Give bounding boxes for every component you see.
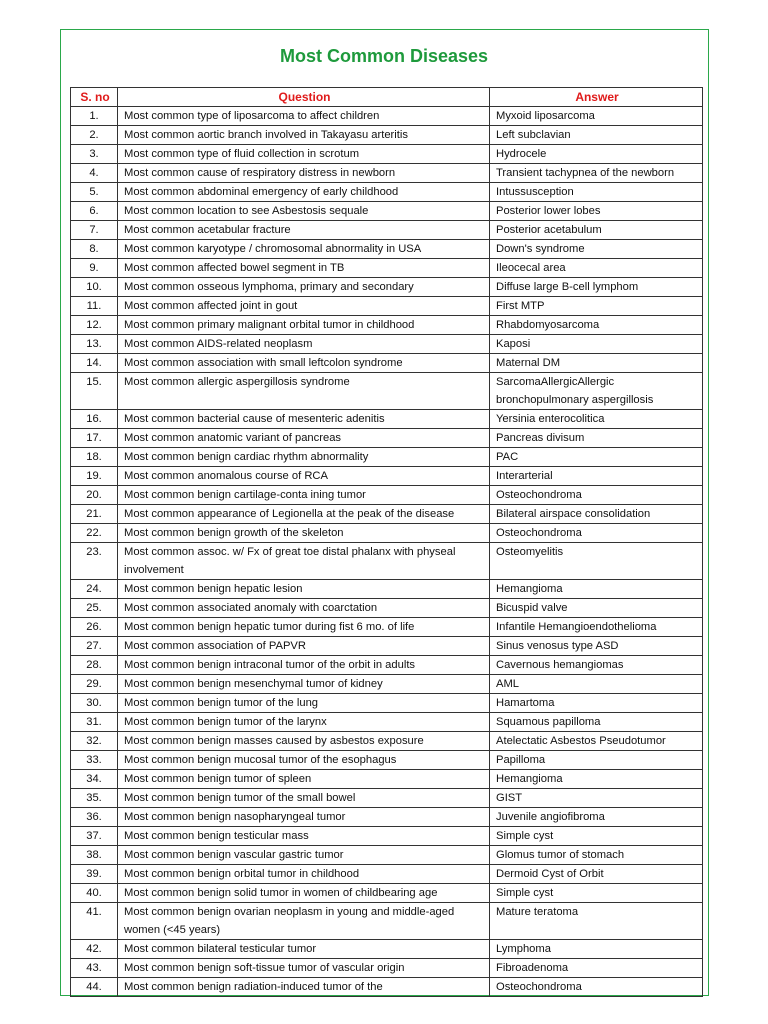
table-row xyxy=(71,599,703,618)
table-row xyxy=(71,694,703,713)
row-answer: Lymphoma xyxy=(490,940,703,959)
table-row xyxy=(71,580,703,599)
row-answer: Hydrocele xyxy=(490,145,703,164)
row-answer: PAC xyxy=(490,448,703,467)
row-question: Most common benign radiation-induced tumor of the xyxy=(118,978,490,997)
row-answer: AML xyxy=(490,675,703,694)
row-question: Most common karyotype / chromosomal abnormality in USA xyxy=(118,240,490,259)
table-row xyxy=(71,467,703,486)
row-number: 13. xyxy=(71,335,118,354)
row-answer: Pancreas divisum xyxy=(490,429,703,448)
row-answer: Myxoid liposarcoma xyxy=(490,107,703,126)
row-question: Most common benign tumor of the small bowel xyxy=(118,789,490,808)
table-row xyxy=(71,846,703,865)
table-row xyxy=(71,675,703,694)
row-answer: Yersinia enterocolitica xyxy=(490,410,703,429)
row-number: 35. xyxy=(71,789,118,808)
row-number: 14. xyxy=(71,354,118,373)
table-row xyxy=(71,978,703,997)
row-answer: Hamartoma xyxy=(490,694,703,713)
row-number: 33. xyxy=(71,751,118,770)
row-number: 3. xyxy=(71,145,118,164)
row-answer: Simple cyst xyxy=(490,827,703,846)
row-number: 34. xyxy=(71,770,118,789)
table-row xyxy=(71,183,703,202)
row-number: 41. xyxy=(71,903,118,940)
row-question: Most common benign testicular mass xyxy=(118,827,490,846)
row-answer: Mature teratoma xyxy=(490,903,703,940)
row-question: Most common affected bowel segment in TB xyxy=(118,259,490,278)
row-answer: Bicuspid valve xyxy=(490,599,703,618)
table-row xyxy=(71,903,703,940)
row-question: Most common benign solid tumor in women of childbearing age xyxy=(118,884,490,903)
table-row xyxy=(71,240,703,259)
row-question: Most common allergic aspergillosis syndrome xyxy=(118,373,490,410)
table-row xyxy=(71,278,703,297)
row-question: Most common bacterial cause of mesenteric adenitis xyxy=(118,410,490,429)
row-answer: Posterior lower lobes xyxy=(490,202,703,221)
row-answer: SarcomaAllergicAllergic bronchopulmonary aspergillosis xyxy=(490,373,703,410)
row-question: Most common anatomic variant of pancreas xyxy=(118,429,490,448)
row-number: 37. xyxy=(71,827,118,846)
table-row xyxy=(71,259,703,278)
row-number: 36. xyxy=(71,808,118,827)
row-number: 30. xyxy=(71,694,118,713)
table-row xyxy=(71,808,703,827)
row-number: 10. xyxy=(71,278,118,297)
row-question: Most common osseous lymphoma, primary and secondary xyxy=(118,278,490,297)
table-row xyxy=(71,335,703,354)
row-number: 40. xyxy=(71,884,118,903)
row-answer: Transient tachypnea of the newborn xyxy=(490,164,703,183)
row-answer: Simple cyst xyxy=(490,884,703,903)
row-question: Most common benign tumor of the larynx xyxy=(118,713,490,732)
row-number: 20. xyxy=(71,486,118,505)
row-question: Most common benign intraconal tumor of the orbit in adults xyxy=(118,656,490,675)
row-number: 32. xyxy=(71,732,118,751)
row-question: Most common type of fluid collection in scrotum xyxy=(118,145,490,164)
document-title: Most Common Diseases xyxy=(279,46,489,66)
table-row xyxy=(71,297,703,316)
table-row xyxy=(71,316,703,335)
row-answer: Osteochondroma xyxy=(490,524,703,543)
table-row xyxy=(71,543,703,580)
row-question: Most common benign orbital tumor in childhood xyxy=(118,865,490,884)
row-number: 44. xyxy=(71,978,118,997)
row-question: Most common type of liposarcoma to affect children xyxy=(118,107,490,126)
row-number: 27. xyxy=(71,637,118,656)
table-row xyxy=(71,164,703,183)
row-answer: Intussusception xyxy=(490,183,703,202)
row-number: 42. xyxy=(71,940,118,959)
row-number: 18. xyxy=(71,448,118,467)
table-row xyxy=(71,410,703,429)
row-question: Most common anomalous course of RCA xyxy=(118,467,490,486)
row-answer: Squamous papilloma xyxy=(490,713,703,732)
row-answer: Infantile Hemangioendothelioma xyxy=(490,618,703,637)
row-question: Most common benign masses caused by asbestos exposure xyxy=(118,732,490,751)
row-answer: Osteochondroma xyxy=(490,486,703,505)
row-number: 17. xyxy=(71,429,118,448)
row-question: Most common benign tumor of spleen xyxy=(118,770,490,789)
table-row xyxy=(71,827,703,846)
table-row xyxy=(71,751,703,770)
table-row xyxy=(71,107,703,126)
table-row xyxy=(71,486,703,505)
row-number: 1. xyxy=(71,107,118,126)
header-answer: Answer xyxy=(490,88,703,107)
row-question: Most common benign ovarian neoplasm in young and middle-aged women (<45 years) xyxy=(118,903,490,940)
table-row xyxy=(71,940,703,959)
row-question: Most common bilateral testicular tumor xyxy=(118,940,490,959)
table-row xyxy=(71,505,703,524)
row-answer: Posterior acetabulum xyxy=(490,221,703,240)
row-number: 25. xyxy=(71,599,118,618)
row-answer: Maternal DM xyxy=(490,354,703,373)
row-number: 29. xyxy=(71,675,118,694)
row-answer: Down's syndrome xyxy=(490,240,703,259)
row-answer: Interarterial xyxy=(490,467,703,486)
row-question: Most common benign soft-tissue tumor of vascular origin xyxy=(118,959,490,978)
row-question: Most common benign nasopharyngeal tumor xyxy=(118,808,490,827)
table-row xyxy=(71,373,703,410)
row-answer: GIST xyxy=(490,789,703,808)
row-number: 22. xyxy=(71,524,118,543)
table-row xyxy=(71,354,703,373)
row-answer: Sinus venosus type ASD xyxy=(490,637,703,656)
row-question: Most common primary malignant orbital tumor in childhood xyxy=(118,316,490,335)
row-question: Most common cause of respiratory distress in newborn xyxy=(118,164,490,183)
row-number: 21. xyxy=(71,505,118,524)
row-answer: Diffuse large B-cell lymphom xyxy=(490,278,703,297)
row-answer: Atelectatic Asbestos Pseudotumor xyxy=(490,732,703,751)
row-answer: Ileocecal area xyxy=(490,259,703,278)
row-answer: Glomus tumor of stomach xyxy=(490,846,703,865)
table-row xyxy=(71,524,703,543)
row-number: 28. xyxy=(71,656,118,675)
row-answer: Bilateral airspace consolidation xyxy=(490,505,703,524)
header-question: Question xyxy=(118,88,490,107)
row-number: 38. xyxy=(71,846,118,865)
row-number: 43. xyxy=(71,959,118,978)
row-question: Most common benign growth of the skeleton xyxy=(118,524,490,543)
table-row xyxy=(71,637,703,656)
row-question: Most common location to see Asbestosis sequale xyxy=(118,202,490,221)
row-answer: Osteomyelitis xyxy=(490,543,703,580)
row-question: Most common AIDS-related neoplasm xyxy=(118,335,490,354)
row-number: 26. xyxy=(71,618,118,637)
header-sno: S. no xyxy=(71,88,118,107)
row-answer: Kaposi xyxy=(490,335,703,354)
row-number: 24. xyxy=(71,580,118,599)
row-number: 19. xyxy=(71,467,118,486)
table-row xyxy=(71,618,703,637)
row-number: 9. xyxy=(71,259,118,278)
row-answer: Juvenile angiofibroma xyxy=(490,808,703,827)
table-row xyxy=(71,884,703,903)
row-number: 15. xyxy=(71,373,118,410)
row-answer: Hemangioma xyxy=(490,580,703,599)
row-question: Most common benign cardiac rhythm abnormality xyxy=(118,448,490,467)
table-row xyxy=(71,732,703,751)
table-row xyxy=(71,789,703,808)
row-question: Most common benign vascular gastric tumor xyxy=(118,846,490,865)
row-question: Most common assoc. w/ Fx of great toe distal phalanx with physeal involvement xyxy=(118,543,490,580)
row-number: 11. xyxy=(71,297,118,316)
table-row xyxy=(71,959,703,978)
row-question: Most common benign tumor of the lung xyxy=(118,694,490,713)
row-question: Most common benign cartilage-conta ining tumor xyxy=(118,486,490,505)
row-question: Most common appearance of Legionella at the peak of the disease xyxy=(118,505,490,524)
table-row xyxy=(71,713,703,732)
row-answer: Rhabdomyosarcoma xyxy=(490,316,703,335)
row-answer: Dermoid Cyst of Orbit xyxy=(490,865,703,884)
row-answer: Osteochondroma xyxy=(490,978,703,997)
table-row xyxy=(71,865,703,884)
table-row xyxy=(71,770,703,789)
row-number: 16. xyxy=(71,410,118,429)
table-row xyxy=(71,656,703,675)
table-header-row xyxy=(71,88,703,107)
row-question: Most common benign mesenchymal tumor of kidney xyxy=(118,675,490,694)
row-question: Most common affected joint in gout xyxy=(118,297,490,316)
row-question: Most common acetabular fracture xyxy=(118,221,490,240)
row-question: Most common benign hepatic lesion xyxy=(118,580,490,599)
row-number: 4. xyxy=(71,164,118,183)
row-question: Most common benign mucosal tumor of the esophagus xyxy=(118,751,490,770)
row-number: 7. xyxy=(71,221,118,240)
row-number: 39. xyxy=(71,865,118,884)
row-answer: Cavernous hemangiomas xyxy=(490,656,703,675)
row-number: 31. xyxy=(71,713,118,732)
table-row xyxy=(71,145,703,164)
row-answer: Fibroadenoma xyxy=(490,959,703,978)
row-number: 8. xyxy=(71,240,118,259)
table-row xyxy=(71,221,703,240)
row-number: 2. xyxy=(71,126,118,145)
table-row xyxy=(71,126,703,145)
row-question: Most common abdominal emergency of early childhood xyxy=(118,183,490,202)
table-row xyxy=(71,448,703,467)
row-answer: Hemangioma xyxy=(490,770,703,789)
row-answer: First MTP xyxy=(490,297,703,316)
row-number: 5. xyxy=(71,183,118,202)
diseases-table xyxy=(70,87,703,997)
row-question: Most common association of PAPVR xyxy=(118,637,490,656)
table-row xyxy=(71,429,703,448)
row-answer: Papilloma xyxy=(490,751,703,770)
row-question: Most common benign hepatic tumor during fist 6 mo. of life xyxy=(118,618,490,637)
row-question: Most common association with small leftcolon syndrome xyxy=(118,354,490,373)
row-number: 12. xyxy=(71,316,118,335)
row-number: 23. xyxy=(71,543,118,580)
row-answer: Left subclavian xyxy=(490,126,703,145)
row-question: Most common aortic branch involved in Takayasu arteritis xyxy=(118,126,490,145)
row-question: Most common associated anomaly with coarctation xyxy=(118,599,490,618)
table-row xyxy=(71,202,703,221)
row-number: 6. xyxy=(71,202,118,221)
